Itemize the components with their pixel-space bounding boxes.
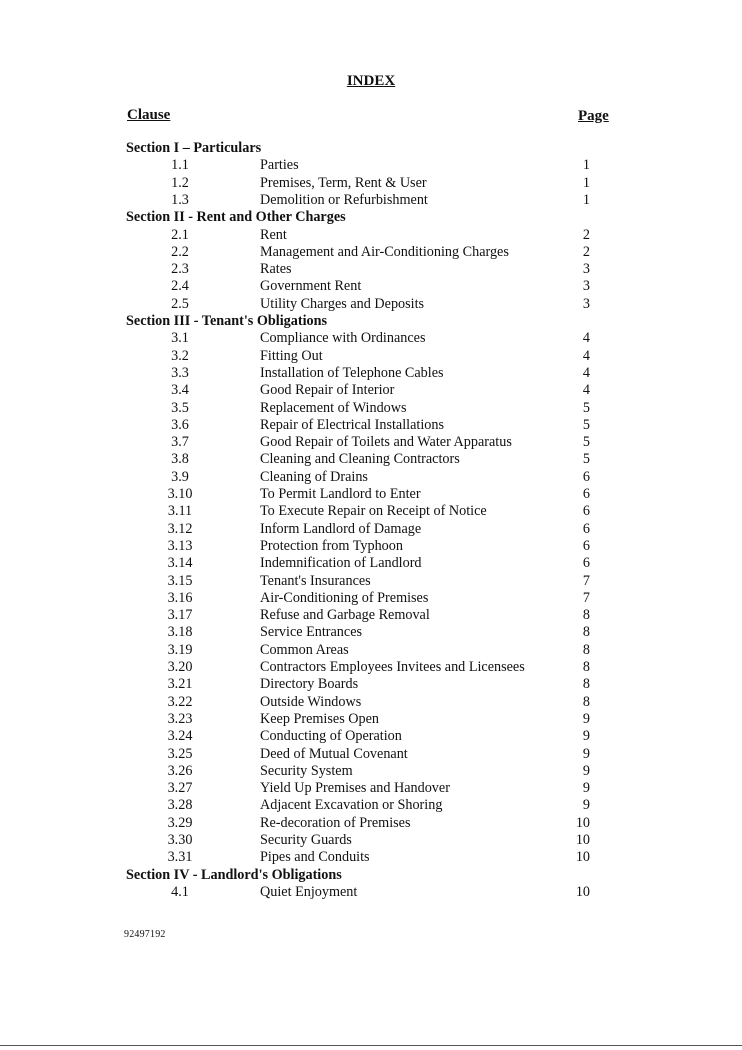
clause-row: [0, 330, 742, 347]
clause-row: [0, 815, 742, 832]
clause-row: [0, 382, 742, 399]
clause-number: 3.13: [167, 537, 193, 554]
clause-row: [0, 400, 742, 417]
section-heading: [0, 209, 742, 226]
clause-page-number: 8: [582, 624, 590, 641]
clause-page-number: 4: [582, 382, 590, 399]
clause-title: To Permit Landlord to Enter: [260, 486, 421, 502]
clause-number: 3.7: [171, 434, 189, 451]
clause-title: Tenant's Insurances: [260, 572, 371, 589]
clause-row: [0, 555, 742, 572]
clause-page-number: 6: [582, 537, 590, 554]
clause-number: 2.5: [171, 295, 189, 312]
clause-number: 3.31: [167, 849, 193, 866]
clause-title: Good Repair of Interior: [260, 382, 395, 399]
clause-row: [0, 607, 742, 624]
clause-row: [0, 227, 742, 244]
clause-page-number: 7: [582, 589, 590, 606]
clause-number: 3.6: [171, 416, 189, 433]
clause-title: Management and Air-Conditioning Charges: [260, 243, 509, 260]
clause-row: [0, 780, 742, 797]
clause-row: [0, 486, 742, 503]
clause-number: 2.3: [171, 261, 189, 278]
clause-page-number: 6: [582, 555, 590, 572]
clause-title: Parties: [260, 157, 299, 174]
clause-title: Service Entrances: [260, 624, 363, 641]
clause-title: Premises, Term, Rent & User: [260, 174, 427, 191]
clause-title: Cleaning of Drains: [260, 468, 368, 485]
clause-title: To Execute Repair on Receipt of Notice: [260, 503, 487, 520]
clause-title: Replacement of Windows: [260, 399, 407, 416]
clause-row: [0, 884, 742, 901]
section-heading: [0, 140, 742, 157]
clause-row: [0, 642, 742, 659]
clause-row: [0, 624, 742, 641]
clause-row: [0, 849, 742, 866]
clause-page-number: 4: [582, 347, 590, 364]
section-heading-label: Section I – Particulars: [126, 140, 262, 156]
clause-page-number: 10: [575, 814, 590, 831]
clause-title: Good Repair of Toilets and Water Apparatus: [260, 434, 512, 451]
clause-title: Quiet Enjoyment: [260, 883, 358, 900]
clause-row: [0, 244, 742, 261]
clause-row: [0, 711, 742, 728]
clause-page-number: 2: [582, 243, 590, 260]
clause-number: 3.10: [167, 486, 193, 502]
clause-page-number: 5: [582, 451, 590, 468]
clause-number: 3.5: [171, 399, 189, 416]
clause-row: [0, 469, 742, 486]
clause-title: Protection from Typhoon: [260, 537, 403, 554]
clause-title: Cleaning and Cleaning Contractors: [260, 451, 460, 468]
clause-page-number: 3: [582, 261, 590, 278]
clause-page-number: 5: [582, 416, 590, 433]
clause-number: 3.18: [167, 624, 193, 641]
clause-title: Adjacent Excavation or Shoring: [260, 797, 443, 814]
clause-title: Rent: [260, 226, 287, 243]
clause-number: 3.29: [167, 814, 193, 831]
clause-page-number: 1: [582, 191, 590, 208]
clause-title: Outside Windows: [260, 693, 362, 710]
clause-number: 3.3: [171, 364, 189, 381]
clause-number: 1.2: [171, 174, 189, 191]
clause-row: [0, 434, 742, 451]
clause-title: Installation of Telephone Cables: [260, 364, 444, 381]
document-reference-code: 92497192: [124, 929, 166, 940]
clause-title: Security Guards: [260, 832, 352, 848]
clause-title: Fitting Out: [260, 347, 323, 364]
clause-title: Repair of Electrical Installations: [260, 416, 444, 433]
clause-number: 1.3: [171, 191, 189, 208]
clause-number: 3.14: [167, 555, 193, 572]
clause-number: 3.2: [171, 347, 189, 364]
clause-number: 2.2: [171, 243, 189, 260]
clause-number: 3.8: [171, 451, 189, 468]
clause-page-number: 7: [582, 572, 590, 589]
clause-number: 3.22: [167, 693, 193, 710]
index-title: INDEX: [346, 73, 396, 89]
clause-row: [0, 261, 742, 278]
clause-page-number: 6: [582, 503, 590, 520]
clause-page-number: 9: [582, 762, 590, 779]
clause-row: [0, 521, 742, 538]
clause-row: [0, 573, 742, 590]
clause-page-number: 6: [582, 468, 590, 485]
clause-row: [0, 538, 742, 555]
clause-title: Directory Boards: [260, 676, 359, 693]
clause-number: 3.15: [167, 572, 193, 589]
clause-number: 2.1: [171, 226, 189, 243]
section-heading-label: Section III - Tenant's Obligations: [126, 313, 328, 329]
clause-number: 4.1: [171, 883, 189, 900]
clause-title: Deed of Mutual Covenant: [260, 745, 408, 762]
clause-page-number: 6: [582, 520, 590, 537]
clause-title: Rates: [260, 261, 292, 278]
section-heading-label: Section II - Rent and Other Charges: [126, 209, 346, 226]
clause-row: [0, 451, 742, 468]
clause-page-number: 10: [575, 832, 590, 848]
clause-number: 2.4: [171, 278, 189, 295]
clause-page-number: 3: [582, 295, 590, 312]
clause-row: [0, 590, 742, 607]
clause-page-number: 4: [582, 330, 590, 347]
clause-row: [0, 797, 742, 814]
clause-column-header: Clause: [127, 107, 171, 123]
clause-number: 3.25: [167, 745, 193, 762]
clause-row: [0, 192, 742, 209]
clause-row: [0, 365, 742, 382]
page-bottom-rule: [0, 1045, 742, 1046]
clause-number: 3.27: [167, 780, 193, 797]
clause-title: Security System: [260, 762, 353, 779]
clause-title: Utility Charges and Deposits: [260, 295, 425, 312]
clause-row: [0, 659, 742, 676]
clause-number: 3.11: [167, 503, 193, 520]
clause-title: Indemnification of Landlord: [260, 555, 422, 572]
clause-page-number: 10: [575, 849, 590, 866]
clause-row: [0, 157, 742, 174]
clause-number: 3.9: [171, 468, 189, 485]
clause-number: 3.30: [167, 832, 193, 848]
clause-number: 3.24: [167, 728, 193, 745]
clause-row: [0, 694, 742, 711]
clause-row: [0, 728, 742, 745]
clause-page-number: 5: [582, 399, 590, 416]
clause-number: 3.16: [167, 589, 193, 606]
clause-number: 3.28: [167, 797, 193, 814]
clause-number: 3.17: [167, 607, 193, 624]
clause-row: [0, 348, 742, 365]
clause-title: Contractors Employees Invitees and Licensees: [260, 659, 525, 675]
clause-title: Inform Landlord of Damage: [260, 520, 422, 537]
clause-page-number: 4: [582, 364, 590, 381]
clause-number: 3.12: [167, 520, 193, 537]
clause-title: Conducting of Operation: [260, 728, 402, 745]
clause-page-number: 9: [582, 797, 590, 814]
page-column-header: Page: [578, 108, 609, 124]
clause-number: 3.21: [167, 676, 193, 693]
clause-row: [0, 763, 742, 780]
clause-title: Keep Premises Open: [260, 710, 379, 727]
clause-number: 3.26: [167, 762, 193, 779]
clause-page-number: 8: [582, 607, 590, 624]
clause-page-number: 9: [582, 745, 590, 762]
clause-title: Common Areas: [260, 641, 349, 658]
section-heading-label: Section IV - Landlord's Obligations: [126, 866, 342, 883]
clause-title: Demolition or Refurbishment: [260, 191, 428, 208]
clause-page-number: 9: [582, 780, 590, 797]
clause-page-number: 8: [582, 659, 590, 675]
clause-page-number: 9: [582, 728, 590, 745]
clause-title: Re-decoration of Premises: [260, 814, 411, 831]
clause-row: [0, 296, 742, 313]
section-heading: [0, 867, 742, 884]
clause-page-number: 8: [582, 693, 590, 710]
clause-page-number: 10: [575, 883, 590, 900]
clause-number: 3.4: [171, 382, 189, 399]
clause-page-number: 3: [582, 278, 590, 295]
clause-title: Yield Up Premises and Handover: [260, 780, 450, 797]
clause-title: Refuse and Garbage Removal: [260, 607, 430, 624]
clause-page-number: 8: [582, 676, 590, 693]
clause-title: Government Rent: [260, 278, 362, 295]
clause-number: 3.20: [167, 659, 193, 675]
clause-page-number: 1: [582, 157, 590, 174]
clause-number: 3.1: [171, 330, 189, 347]
clause-page-number: 8: [582, 641, 590, 658]
clause-page-number: 6: [582, 486, 590, 502]
clause-number: 3.19: [167, 641, 193, 658]
clause-row: [0, 746, 742, 763]
clause-row: [0, 417, 742, 434]
clause-row: [0, 676, 742, 693]
clause-row: [0, 175, 742, 192]
clause-number: 1.1: [171, 157, 189, 174]
clause-row: [0, 832, 742, 849]
clause-page-number: 9: [582, 710, 590, 727]
clause-title: Compliance with Ordinances: [260, 330, 426, 347]
clause-row: [0, 278, 742, 295]
section-heading: [0, 313, 742, 330]
clause-title: Pipes and Conduits: [260, 849, 370, 866]
clause-page-number: 5: [582, 434, 590, 451]
clause-row: [0, 503, 742, 520]
clause-page-number: 1: [582, 174, 590, 191]
clause-title: Air-Conditioning of Premises: [260, 589, 429, 606]
clause-page-number: 2: [582, 226, 590, 243]
clause-number: 3.23: [167, 710, 193, 727]
